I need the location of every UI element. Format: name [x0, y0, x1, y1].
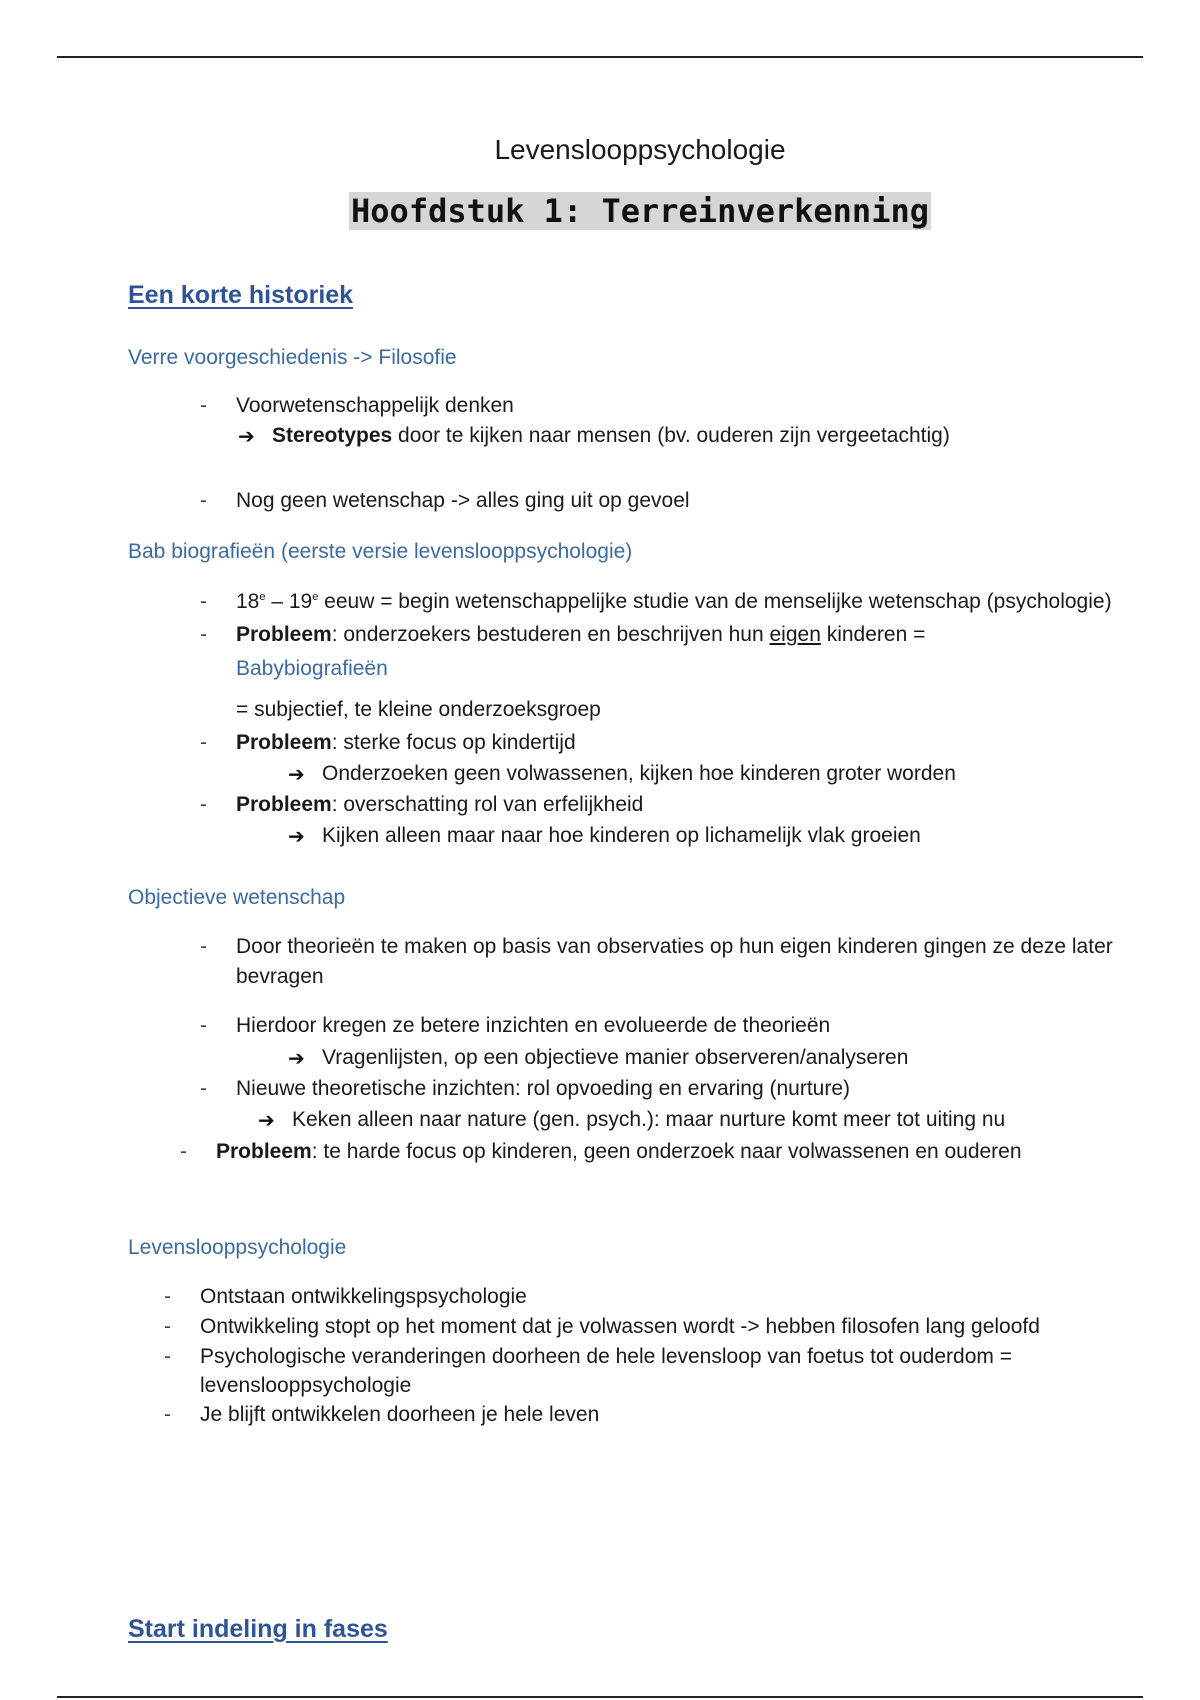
subheading-levenslooppsychologie: Levenslooppsychologie	[128, 1236, 347, 1259]
list-item: Je blijft ontwikkelen doorheen je hele leven	[200, 1403, 600, 1426]
list-item-arrow: Kijken alleen maar naar hoe kinderen op lichamelijk vlak groeien	[322, 824, 921, 847]
header-rule	[57, 56, 1143, 58]
list-item: Nieuwe theoretische inzichten: rol opvoeding en ervaring (nurture)	[236, 1077, 851, 1100]
subheading-objectieve-wetenschap: Objectieve wetenschap	[128, 886, 346, 909]
footer-rule	[57, 1696, 1143, 1698]
bullet-dash: -	[164, 1285, 171, 1308]
list-item-arrow: Onderzoeken geen volwassenen, kijken hoe kinderen groter worden	[322, 762, 956, 785]
list-item-continuation: bevragen	[236, 965, 324, 988]
arrow-icon: ➔	[288, 826, 305, 848]
list-item: Psychologische veranderingen doorheen de hele levensloop van foetus tot ouderdom =	[200, 1345, 1012, 1368]
chapter-heading	[0, 192, 1200, 230]
list-item: Door theorieën te maken op basis van observaties op hun eigen kinderen gingen ze deze later	[236, 935, 1113, 958]
list-item: Ontstaan ontwikkelingspsychologie	[200, 1285, 527, 1308]
section-heading-fases: Start indeling in fases	[128, 1615, 388, 1643]
bullet-dash: -	[200, 793, 207, 816]
bullet-dash: -	[200, 1077, 207, 1100]
bullet-dash: -	[200, 394, 207, 417]
list-item-arrow: Keken alleen naar nature (gen. psych.): maar nurture komt meer tot uiting nu	[292, 1108, 1006, 1131]
list-item: Ontwikkeling stopt op het moment dat je volwassen wordt -> hebben filosofen lang geloofd	[200, 1315, 1040, 1338]
bullet-dash: -	[200, 623, 207, 646]
list-item: Probleem: te harde focus op kinderen, geen onderzoek naar volwassenen en ouderen	[216, 1140, 1022, 1163]
list-item: Probleem: overschatting rol van erfelijkheid	[236, 793, 644, 816]
list-item: 18e – 19e eeuw = begin wetenschappelijke studie van de menselijke wetenschap (psychologie)	[236, 590, 1112, 613]
bullet-dash: -	[180, 1140, 187, 1163]
subheading-voorgeschiedenis: Verre voorgeschiedenis -> Filosofie	[128, 346, 457, 369]
bullet-dash: -	[200, 935, 207, 958]
bullet-dash: -	[164, 1315, 171, 1338]
bullet-dash: -	[164, 1345, 171, 1368]
arrow-icon: ➔	[288, 1048, 305, 1070]
document-title: Levenslooppsychologie	[494, 134, 786, 165]
list-item: Hierdoor kregen ze betere inzichten en evolueerde de theorieën	[236, 1014, 831, 1037]
list-item-arrow: Vragenlijsten, op een objectieve manier observeren/analyseren	[322, 1046, 909, 1069]
bullet-dash: -	[164, 1403, 171, 1426]
bullet-dash: -	[200, 489, 207, 512]
list-item: Probleem: sterke focus op kindertijd	[236, 731, 576, 754]
arrow-icon: ➔	[258, 1110, 275, 1132]
subheading-biografieen: Bab biografieën (eerste versie levenslooppsychologie)	[128, 540, 633, 563]
section-heading-historiek: Een korte historiek	[128, 281, 354, 309]
arrow-icon: ➔	[288, 764, 305, 786]
term-babybiografieen: Babybiografieën	[236, 657, 388, 680]
list-item: Nog geen wetenschap -> alles ging uit op gevoel	[236, 489, 690, 512]
list-item-continuation: levenslooppsychologie	[200, 1374, 412, 1397]
list-item: Probleem: onderzoekers bestuderen en beschrijven hun eigen kinderen =	[236, 623, 926, 646]
bullet-dash: -	[200, 590, 207, 613]
list-item-arrow: Stereotypes door te kijken naar mensen (bv. ouderen zijn vergeetachtig)	[272, 424, 950, 447]
arrow-icon: ➔	[238, 426, 255, 448]
list-item-continuation: = subjectief, te kleine onderzoeksgroep	[236, 698, 601, 721]
list-item: Voorwetenschappelijk denken	[236, 394, 514, 417]
bullet-dash: -	[200, 731, 207, 754]
bullet-dash: -	[200, 1014, 207, 1037]
chapter-heading-text: Hoofdstuk 1: Terreinverkenning	[351, 192, 929, 230]
